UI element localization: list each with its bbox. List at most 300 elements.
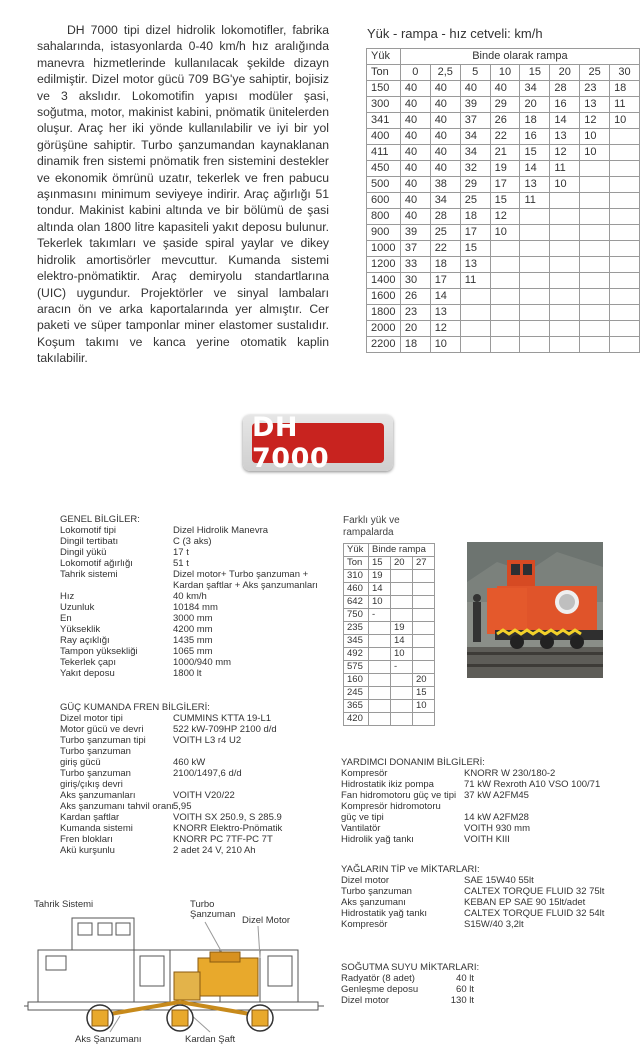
small-table-load: 235 xyxy=(344,622,369,635)
yardimci-row xyxy=(341,790,631,801)
speed-table-cell: 30 xyxy=(400,273,430,289)
speed-table-cell xyxy=(490,289,520,305)
speed-table-group-header: Binde olarak rampa xyxy=(400,49,639,65)
speed-table-cell xyxy=(520,241,550,257)
small-table-row xyxy=(344,648,435,661)
genel-label xyxy=(60,580,173,591)
speed-table-cell: 29 xyxy=(460,177,490,193)
small-table-cell: - xyxy=(369,609,391,622)
genel-label: Lokomotif tipi xyxy=(60,525,116,536)
speed-table-load: 1000 xyxy=(367,241,401,257)
guc-row xyxy=(60,713,350,724)
speed-table-cell: 40 xyxy=(400,113,430,129)
speed-table-cell xyxy=(580,209,610,225)
small-table-row xyxy=(344,700,435,713)
speed-table-cell: 11 xyxy=(550,161,580,177)
small-table-row xyxy=(344,596,435,609)
speed-table-cell: 40 xyxy=(430,145,460,161)
speed-table-load: 1800 xyxy=(367,305,401,321)
speed-table-ramp-header: 10 xyxy=(490,65,520,81)
small-table-row xyxy=(344,635,435,648)
speed-table-cell: 12 xyxy=(430,321,460,337)
speed-table-cell xyxy=(580,241,610,257)
yardimci-label: Vantilatör xyxy=(341,823,381,834)
speed-table-row xyxy=(367,321,640,337)
genel-label: Tampon yüksekliği xyxy=(60,646,138,657)
speed-table-cell: 34 xyxy=(460,145,490,161)
yaglar-label: Dizel motor xyxy=(341,875,390,886)
speed-table-cell: 23 xyxy=(400,305,430,321)
speed-table-load: 300 xyxy=(367,97,401,113)
speed-table-cell: 40 xyxy=(460,81,490,97)
guc-row xyxy=(60,757,350,768)
speed-table-cell xyxy=(610,241,640,257)
genel-row xyxy=(60,569,350,580)
speed-table-cell xyxy=(580,257,610,273)
speed-table-cell: 15 xyxy=(520,145,550,161)
speed-table-cell: 16 xyxy=(520,129,550,145)
guc-row xyxy=(60,845,350,856)
genel-label: Tahrik sistemi xyxy=(60,569,118,580)
small-table-cell: 10 xyxy=(413,700,435,713)
speed-table-ramp-header: 15 xyxy=(520,65,550,81)
sogutma-row xyxy=(341,995,541,1006)
yaglar-row xyxy=(341,908,631,919)
speed-table-cell: 12 xyxy=(580,113,610,129)
speed-table-cell xyxy=(460,321,490,337)
speed-table-cell: 28 xyxy=(430,209,460,225)
small-table-cell xyxy=(369,700,391,713)
guc-label: Turbo şanzuman xyxy=(60,768,131,779)
genel-value: 1800 lt xyxy=(173,668,202,679)
genel-value: 1000/940 mm xyxy=(173,657,232,668)
yardimci-value: VOITH KIII xyxy=(464,834,510,845)
speed-table-cell xyxy=(580,321,610,337)
small-table-load: 345 xyxy=(344,635,369,648)
genel-row xyxy=(60,525,350,536)
yardimci-value: VOITH 930 mm xyxy=(464,823,530,834)
guc-value: 460 kW xyxy=(173,757,206,768)
small-table-cell xyxy=(413,635,435,648)
speed-table-cell: 18 xyxy=(520,113,550,129)
speed-table-ramp-header: 5 xyxy=(460,65,490,81)
genel-label: Uzunluk xyxy=(60,602,95,613)
genel-row xyxy=(60,558,350,569)
sogutma-label: Dizel motor xyxy=(341,995,390,1006)
guc-label: Dizel motor tipi xyxy=(60,713,123,724)
speed-table-cell: 34 xyxy=(430,193,460,209)
speed-table-cell xyxy=(550,241,580,257)
speed-table-row xyxy=(367,273,640,289)
yardimci-label: Kompresör hidromotoru xyxy=(341,801,441,812)
speed-table-cell xyxy=(520,305,550,321)
speed-table-cell: 28 xyxy=(550,81,580,97)
speed-table-cell: 40 xyxy=(400,161,430,177)
speed-table-cell: 25 xyxy=(430,225,460,241)
small-table-row xyxy=(344,583,435,596)
general-info-title: GENEL BİLGİLER: xyxy=(60,514,140,525)
speed-table-cell xyxy=(520,337,550,353)
speed-table-cell: 18 xyxy=(610,81,640,97)
guc-value: KNORR PC 7TF-PC 7T xyxy=(173,834,273,845)
oils-title: YAĞLARIN TİP ve MİKTARLARI: xyxy=(341,864,480,875)
guc-value: VOITH V20/22 xyxy=(173,790,235,801)
guc-value: VOITH SX 250.9, S 285.9 xyxy=(173,812,282,823)
diagram-label-cardan: Kardan Şaft xyxy=(185,1034,236,1045)
speed-table-ramp-header: 30 xyxy=(610,65,640,81)
small-table-cell xyxy=(369,687,391,700)
speed-table-cell xyxy=(610,177,640,193)
speed-table-cell: 11 xyxy=(610,97,640,113)
speed-table-cell xyxy=(610,209,640,225)
speed-table-row xyxy=(367,241,640,257)
small-table-cell: 14 xyxy=(391,635,413,648)
logo-badge xyxy=(252,412,384,474)
small-table-ramp-header: 27 xyxy=(413,557,435,570)
sogutma-label: Radyatör (8 adet) xyxy=(341,973,415,984)
speed-table-cell: 10 xyxy=(580,129,610,145)
small-table-load: 460 xyxy=(344,583,369,596)
speed-table-cell xyxy=(580,289,610,305)
speed-table-cell: 10 xyxy=(550,177,580,193)
speed-table-cell xyxy=(580,337,610,353)
guc-label: giriş gücü xyxy=(60,757,101,768)
small-table-row xyxy=(344,622,435,635)
small-table-load: 310 xyxy=(344,570,369,583)
speed-table-cell xyxy=(610,289,640,305)
speed-table-cell xyxy=(460,289,490,305)
small-table-cell xyxy=(369,622,391,635)
speed-table-cell: 13 xyxy=(430,305,460,321)
guc-value: 5,95 xyxy=(173,801,192,812)
speed-table-cell: 40 xyxy=(430,161,460,177)
guc-row xyxy=(60,790,350,801)
speed-table-cell: 13 xyxy=(460,257,490,273)
speed-table-cell xyxy=(550,225,580,241)
small-table-load: 420 xyxy=(344,713,369,726)
small-table-row xyxy=(344,609,435,622)
small-table-cell xyxy=(369,713,391,726)
genel-value: Kardan şaftlar + Aks şanzumanları xyxy=(173,580,318,591)
speed-table-cell xyxy=(610,337,640,353)
speed-table-load: 411 xyxy=(367,145,401,161)
guc-label: Aks şanzumanı tahvil oranı xyxy=(60,801,175,812)
speed-table-cell: 13 xyxy=(550,129,580,145)
speed-table-cell xyxy=(550,289,580,305)
speed-table-cell xyxy=(520,273,550,289)
genel-label: Yakıt deposu xyxy=(60,668,115,679)
speed-table-cell: 33 xyxy=(400,257,430,273)
small-table-cell xyxy=(413,609,435,622)
speed-table-cell: 21 xyxy=(490,145,520,161)
speed-table-cell xyxy=(520,225,550,241)
genel-row xyxy=(60,646,350,657)
speed-table-row xyxy=(367,161,640,177)
yaglar-row xyxy=(341,919,631,930)
guc-row xyxy=(60,823,350,834)
speed-table-ramp-header: 25 xyxy=(580,65,610,81)
speed-table-load: 900 xyxy=(367,225,401,241)
small-table-row xyxy=(344,661,435,674)
guc-label: giriş/çıkış devri xyxy=(60,779,123,790)
sogutma-row xyxy=(341,973,541,984)
speed-table-cell: 15 xyxy=(490,193,520,209)
speed-table-cell xyxy=(520,209,550,225)
small-table-cell xyxy=(369,674,391,687)
speed-table-cell xyxy=(520,257,550,273)
genel-label: En xyxy=(60,613,72,624)
speed-table-cell xyxy=(550,193,580,209)
small-table-load: 160 xyxy=(344,674,369,687)
speed-table-cell xyxy=(610,321,640,337)
yaglar-value: S15W/40 3,2lt xyxy=(464,919,524,930)
small-table-cell: - xyxy=(391,661,413,674)
speed-table-load: 1400 xyxy=(367,273,401,289)
speed-table-load: 600 xyxy=(367,193,401,209)
speed-table-cell: 40 xyxy=(400,97,430,113)
guc-label: Akü kurşunlu xyxy=(60,845,115,856)
speed-table-row xyxy=(367,129,640,145)
speed-table-cell: 11 xyxy=(460,273,490,289)
speed-table-cell xyxy=(520,289,550,305)
small-table-cell xyxy=(369,661,391,674)
genel-value: 40 km/h xyxy=(173,591,207,602)
yardimci-value: 37 kW A2FM45 xyxy=(464,790,529,801)
yaglar-value: CALTEX TORQUE FLUID 32 75lt xyxy=(464,886,605,897)
speed-table-load: 341 xyxy=(367,113,401,129)
speed-table-cell xyxy=(610,193,640,209)
small-table-cell xyxy=(391,609,413,622)
small-table-cell: 19 xyxy=(391,622,413,635)
genel-value: Dizel Hidrolik Manevra xyxy=(173,525,269,536)
speed-table-cell xyxy=(550,273,580,289)
small-table-cell: 20 xyxy=(413,674,435,687)
speed-table-cell: 40 xyxy=(400,129,430,145)
speed-table-cell: 38 xyxy=(430,177,460,193)
speed-table-cell xyxy=(610,257,640,273)
genel-label: Ray açıklığı xyxy=(60,635,110,646)
speed-table-cell: 40 xyxy=(400,81,430,97)
small-table-load: 750 xyxy=(344,609,369,622)
speed-table-cell xyxy=(610,305,640,321)
yaglar-label: Hidrostatik yağ tankı xyxy=(341,908,428,919)
speed-table-load: 450 xyxy=(367,161,401,177)
small-table-ramp-header: 15 xyxy=(369,557,391,570)
speed-table-row xyxy=(367,81,640,97)
speed-table-cell: 18 xyxy=(430,257,460,273)
speed-table-cell: 22 xyxy=(490,129,520,145)
guc-label: Kumanda sistemi xyxy=(60,823,133,834)
speed-table-cell: 14 xyxy=(520,161,550,177)
speed-table-cell: 13 xyxy=(580,97,610,113)
speed-table-row xyxy=(367,289,640,305)
guc-label: Turbo şanzuman tipi xyxy=(60,735,146,746)
diagram-title: Tahrik Sistemi xyxy=(34,899,94,910)
speed-table-cell: 40 xyxy=(400,145,430,161)
genel-label: Yükseklik xyxy=(60,624,101,635)
yardimci-row xyxy=(341,812,631,823)
genel-row xyxy=(60,657,350,668)
small-table-load: 492 xyxy=(344,648,369,661)
genel-row xyxy=(60,668,350,679)
small-table-cell xyxy=(391,583,413,596)
small-table-header-yuk: Yük xyxy=(344,544,369,557)
small-table-cell xyxy=(391,713,413,726)
genel-value: 3000 mm xyxy=(173,613,213,624)
speed-table-row xyxy=(367,97,640,113)
speed-table-row xyxy=(367,337,640,353)
speed-table-cell: 17 xyxy=(490,177,520,193)
yaglar-row xyxy=(341,897,631,908)
speed-table-cell xyxy=(490,273,520,289)
diagram-label-turbo: Turbo Şanzuman xyxy=(190,899,236,920)
yardimci-value: 14 kW A2FM28 xyxy=(464,812,529,823)
general-info-section xyxy=(60,514,350,679)
speed-table-cell: 22 xyxy=(430,241,460,257)
yardimci-row xyxy=(341,779,631,790)
small-table-load: 365 xyxy=(344,700,369,713)
genel-label: Hız xyxy=(60,591,75,602)
power-control-brake-title: GÜÇ KUMANDA FREN BİLGİLERİ: xyxy=(60,702,210,713)
guc-row xyxy=(60,735,350,746)
speed-table-cell xyxy=(610,145,640,161)
guc-row xyxy=(60,779,350,790)
genel-value: 1065 mm xyxy=(173,646,213,657)
speed-table-load: 400 xyxy=(367,129,401,145)
yardimci-label: Fan hidromotoru güç ve tipi xyxy=(341,790,457,801)
small-table-load: 575 xyxy=(344,661,369,674)
speed-table-cell: 10 xyxy=(580,145,610,161)
speed-table-cell xyxy=(610,225,640,241)
speed-table-cell: 12 xyxy=(550,145,580,161)
guc-value: VOITH L3 r4 U2 xyxy=(173,735,242,746)
speed-table-cell xyxy=(550,305,580,321)
small-table-load: 245 xyxy=(344,687,369,700)
guc-label: Turbo şanzuman xyxy=(60,746,131,757)
genel-row xyxy=(60,591,350,602)
speed-table-row xyxy=(367,225,640,241)
yaglar-value: CALTEX TORQUE FLUID 32 54lt xyxy=(464,908,605,919)
genel-value: C (3 aks) xyxy=(173,536,212,547)
yardimci-value: KNORR W 230/180-2 xyxy=(464,768,556,779)
speed-table-cell: 26 xyxy=(400,289,430,305)
guc-value: CUMMINS KTTA 19-L1 xyxy=(173,713,272,724)
genel-label: Dingil yükü xyxy=(60,547,107,558)
speed-table-load: 150 xyxy=(367,81,401,97)
speed-table-ramp-header: 0 xyxy=(400,65,430,81)
guc-row xyxy=(60,724,350,735)
small-load-ramp-table xyxy=(343,543,435,726)
speed-table-load: 2000 xyxy=(367,321,401,337)
small-table-cell xyxy=(413,661,435,674)
guc-value: 2 adet 24 V, 210 Ah xyxy=(173,845,256,856)
guc-label: Aks şanzumanları xyxy=(60,790,136,801)
yardimci-label: güç ve tipi xyxy=(341,812,384,823)
coolant-title: SOĞUTMA SUYU MİKTARLARI: xyxy=(341,962,480,973)
yardimci-label: Hidrostatik ikiz pompa xyxy=(341,779,434,790)
speed-table-cell: 39 xyxy=(460,97,490,113)
genel-row xyxy=(60,536,350,547)
speed-table-load: 800 xyxy=(367,209,401,225)
speed-table-cell xyxy=(490,241,520,257)
guc-row xyxy=(60,768,350,779)
coolant-section xyxy=(341,962,541,1006)
power-control-brake-section xyxy=(60,702,350,856)
guc-row xyxy=(60,834,350,845)
speed-table-row xyxy=(367,209,640,225)
speed-table-cell xyxy=(520,321,550,337)
speed-table-cell xyxy=(490,257,520,273)
yaglar-row xyxy=(341,886,631,897)
speed-table-cell xyxy=(610,273,640,289)
speed-table-cell: 32 xyxy=(460,161,490,177)
speed-table-cell xyxy=(550,209,580,225)
diagram-label-diesel: Dizel Motor xyxy=(242,915,291,926)
genel-label: Tekerlek çapı xyxy=(60,657,116,668)
diagram-label-axle: Aks Şanzumanı xyxy=(75,1034,142,1045)
guc-row xyxy=(60,746,350,757)
locomotive-line-drawing xyxy=(20,896,330,1046)
small-table-ramp-header: 20 xyxy=(391,557,413,570)
speed-table-cell: 40 xyxy=(430,129,460,145)
speed-table-row xyxy=(367,177,640,193)
auxiliary-equipment-section xyxy=(341,757,631,845)
speed-table-cell xyxy=(580,273,610,289)
speed-table-cell xyxy=(580,225,610,241)
speed-table-cell: 13 xyxy=(520,177,550,193)
speed-table-load: 1600 xyxy=(367,289,401,305)
speed-table-cell xyxy=(580,305,610,321)
yardimci-row xyxy=(341,823,631,834)
speed-table-load: 1200 xyxy=(367,257,401,273)
speed-table-cell: 17 xyxy=(430,273,460,289)
genel-label: Dingil tertibatı xyxy=(60,536,119,547)
yaglar-label: Kompresör xyxy=(341,919,388,930)
speed-table-cell: 16 xyxy=(550,97,580,113)
genel-value: 51 t xyxy=(173,558,189,569)
guc-label: Motor gücü ve devri xyxy=(60,724,144,735)
speed-table-row xyxy=(367,305,640,321)
auxiliary-equipment-title: YARDIMCI DONANIM BİLGİLERİ: xyxy=(341,757,485,768)
speed-table-load: 500 xyxy=(367,177,401,193)
speed-table-title: Yük - rampa - hız cetveli: km/h xyxy=(367,26,543,41)
speed-table-row xyxy=(367,257,640,273)
yaglar-label: Aks şanzumanı xyxy=(341,897,406,908)
yaglar-value: KEBAN EP SAE 90 15lt/adet xyxy=(464,897,586,908)
speed-table-cell: 17 xyxy=(460,225,490,241)
yaglar-value: SAE 15W40 55lt xyxy=(464,875,534,886)
small-table-group-header: Binde rampa xyxy=(369,544,435,557)
guc-label: Kardan şaftlar xyxy=(60,812,120,823)
speed-table-cell xyxy=(550,337,580,353)
speed-table-header-ton: Ton xyxy=(367,65,401,81)
speed-table-cell: 18 xyxy=(460,209,490,225)
small-table-cell: 15 xyxy=(413,687,435,700)
small-table-title: Farklı yük ve rampalarda xyxy=(343,515,400,538)
small-table-cell xyxy=(369,648,391,661)
speed-table-cell xyxy=(460,305,490,321)
speed-table-cell: 10 xyxy=(430,337,460,353)
guc-row xyxy=(60,812,350,823)
speed-table-cell: 10 xyxy=(490,225,520,241)
genel-value: 1435 mm xyxy=(173,635,213,646)
speed-table-cell: 12 xyxy=(490,209,520,225)
speed-table-cell: 37 xyxy=(460,113,490,129)
small-table-cell: 10 xyxy=(369,596,391,609)
small-table-cell xyxy=(413,596,435,609)
speed-table-cell: 14 xyxy=(550,113,580,129)
speed-table-cell xyxy=(610,129,640,145)
